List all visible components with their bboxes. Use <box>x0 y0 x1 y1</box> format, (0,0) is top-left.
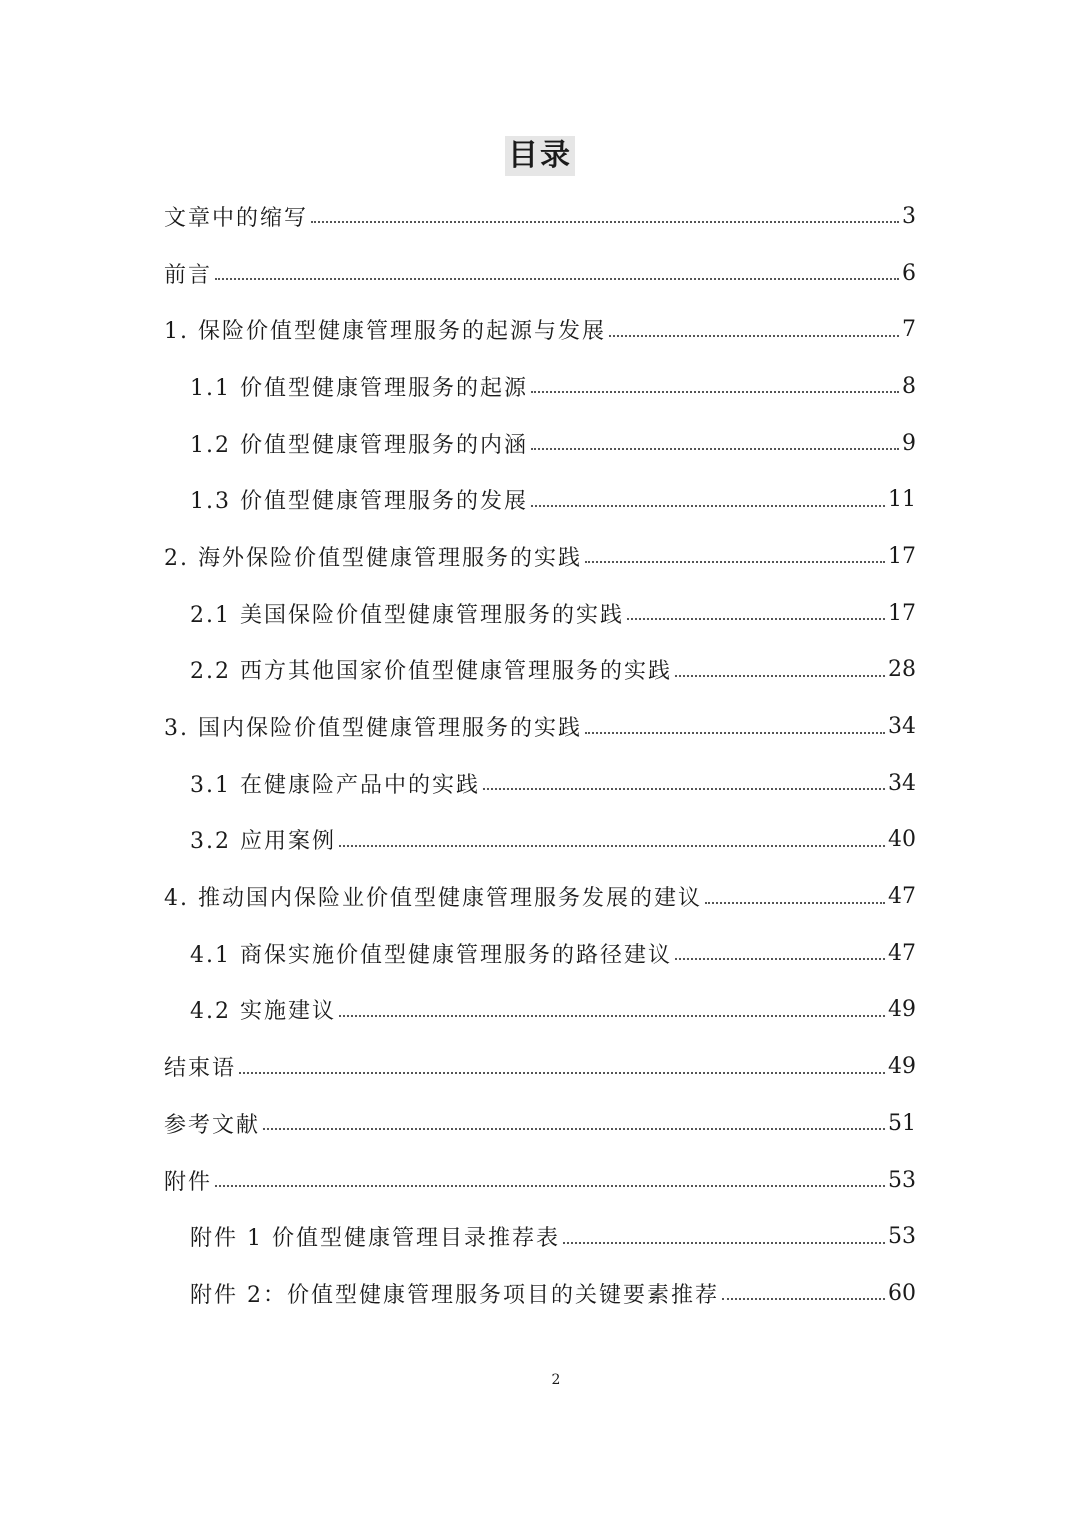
dot-leader <box>531 391 899 393</box>
toc-entry-page: 53 <box>888 1167 916 1193</box>
toc-entry-page: 51 <box>888 1110 916 1136</box>
toc-entry[interactable] <box>164 245 916 302</box>
toc-entry[interactable] <box>164 415 916 472</box>
toc-entry-label: 4.2 实施建议 <box>190 999 336 1025</box>
dot-leader <box>339 1015 885 1017</box>
toc-entry[interactable] <box>164 868 916 925</box>
dot-leader <box>483 788 885 790</box>
toc-entry[interactable] <box>164 358 916 415</box>
toc-entry-page: 9 <box>902 430 916 456</box>
toc-entry[interactable] <box>164 585 916 642</box>
toc-entry[interactable] <box>164 1265 916 1322</box>
title-container <box>0 136 1080 176</box>
toc-entry[interactable] <box>164 642 916 699</box>
toc-entry-page: 6 <box>902 260 916 286</box>
dot-leader <box>585 561 885 563</box>
dot-leader <box>627 618 885 620</box>
dot-leader <box>722 1298 885 1300</box>
dot-leader <box>263 1128 885 1130</box>
page-number: 2 <box>551 1372 561 1388</box>
toc-entry-label: 2. 海外保险价值型健康管理服务的实践 <box>164 545 582 571</box>
toc-entry-label: 附件 <box>164 1169 213 1195</box>
dot-leader <box>675 958 885 960</box>
toc-entry-page: 49 <box>888 997 916 1023</box>
toc-entry-page: 53 <box>888 1224 916 1250</box>
toc-entry-page: 47 <box>888 940 916 966</box>
toc-entry-label: 3.1 在健康险产品中的实践 <box>190 772 480 798</box>
toc-entry[interactable] <box>164 1208 916 1265</box>
toc-entry-page: 34 <box>888 770 916 796</box>
toc-entry[interactable] <box>164 812 916 869</box>
page-title: 目录 <box>505 136 575 176</box>
toc-entry-label: 4.1 商保实施价值型健康管理服务的路径建议 <box>190 942 672 968</box>
toc-entry-page: 17 <box>888 600 916 626</box>
toc-entry[interactable] <box>164 982 916 1039</box>
dot-leader <box>215 1185 885 1187</box>
toc-entry-page: 60 <box>888 1280 916 1306</box>
toc-entry[interactable] <box>164 1152 916 1209</box>
dot-leader <box>339 845 885 847</box>
toc-entry-label: 参考文献 <box>164 1112 261 1138</box>
toc-entry[interactable] <box>164 1038 916 1095</box>
toc-entry[interactable] <box>164 471 916 528</box>
dot-leader <box>311 221 899 223</box>
toc-entry-label: 1.3 价值型健康管理服务的发展 <box>190 489 528 515</box>
toc-entry[interactable] <box>164 1095 916 1152</box>
toc-entry-page: 8 <box>902 373 916 399</box>
toc-entry[interactable] <box>164 528 916 585</box>
toc-entry-label: 4. 推动国内保险业价值型健康管理服务发展的建议 <box>164 886 702 912</box>
toc-entry-label: 前言 <box>164 262 213 288</box>
table-of-contents <box>164 188 916 1322</box>
toc-entry-page: 40 <box>888 827 916 853</box>
toc-entry-label: 附件 2：价值型健康管理服务项目的关键要素推荐 <box>190 1282 719 1308</box>
toc-entry-page: 47 <box>888 884 916 910</box>
toc-entry-page: 11 <box>888 487 916 513</box>
toc-entry-label: 3. 国内保险价值型健康管理服务的实践 <box>164 716 582 742</box>
toc-entry-label: 1.1 价值型健康管理服务的起源 <box>190 375 528 401</box>
toc-entry[interactable] <box>164 698 916 755</box>
toc-entry-page: 7 <box>902 317 916 343</box>
toc-entry-label: 结束语 <box>164 1056 237 1082</box>
toc-entry-page: 28 <box>888 657 916 683</box>
toc-entry-page: 34 <box>888 714 916 740</box>
toc-entry-page: 17 <box>888 543 916 569</box>
dot-leader <box>609 335 899 337</box>
toc-entry[interactable] <box>164 301 916 358</box>
toc-entry-label: 2.1 美国保险价值型健康管理服务的实践 <box>190 602 624 628</box>
toc-entry-label: 3.2 应用案例 <box>190 829 336 855</box>
dot-leader <box>675 675 885 677</box>
toc-entry-label: 附件 1 价值型健康管理目录推荐表 <box>190 1226 560 1252</box>
dot-leader <box>215 278 899 280</box>
toc-entry-label: 1. 保险价值型健康管理服务的起源与发展 <box>164 319 606 345</box>
dot-leader <box>585 732 885 734</box>
dot-leader <box>705 902 885 904</box>
toc-entry-label: 1.2 价值型健康管理服务的内涵 <box>190 432 528 458</box>
toc-entry-label: 2.2 西方其他国家价值型健康管理服务的实践 <box>190 659 672 685</box>
toc-entry-page: 3 <box>902 203 916 229</box>
toc-entry-page: 49 <box>888 1054 916 1080</box>
toc-entry[interactable] <box>164 188 916 245</box>
toc-entry[interactable] <box>164 755 916 812</box>
toc-entry[interactable] <box>164 925 916 982</box>
dot-leader <box>531 505 885 507</box>
dot-leader <box>239 1072 885 1074</box>
dot-leader <box>531 448 899 450</box>
dot-leader <box>563 1242 885 1244</box>
toc-entry-label: 文章中的缩写 <box>164 205 309 231</box>
